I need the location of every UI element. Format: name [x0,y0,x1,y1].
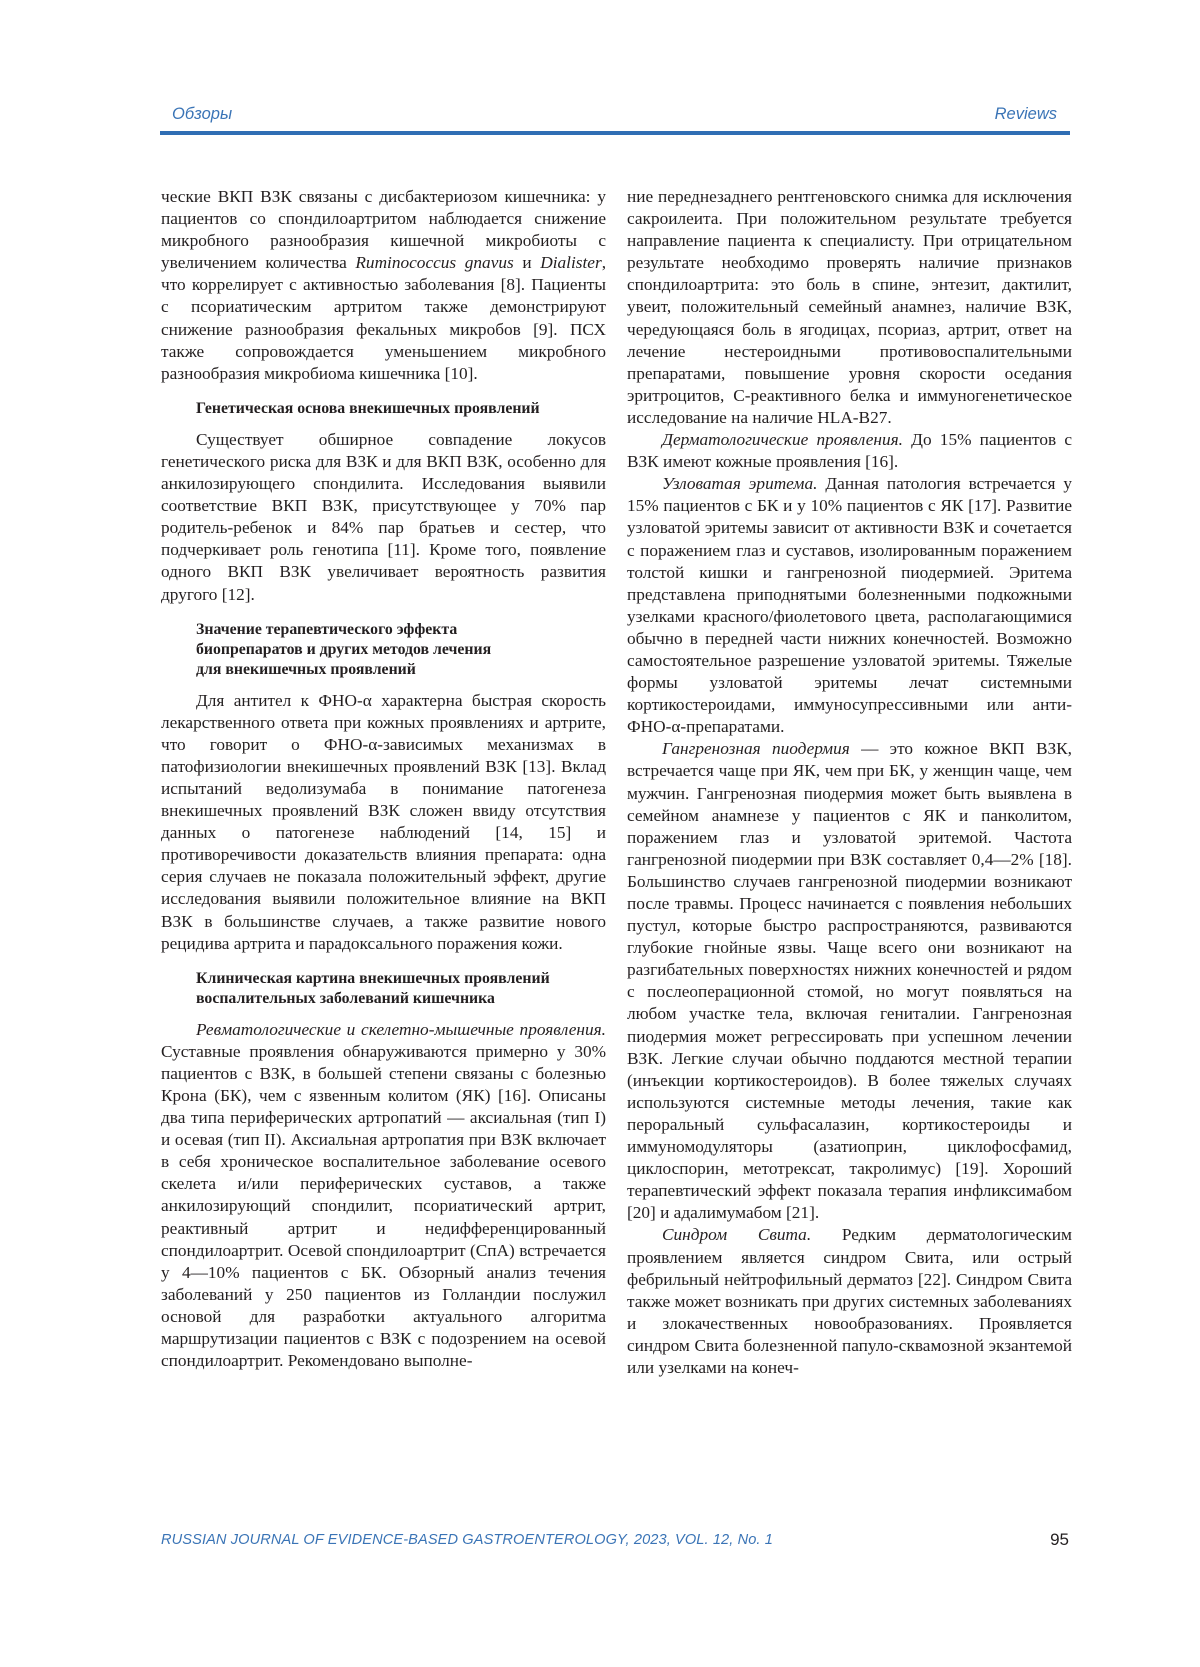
footer-journal-title: RUSSIAN JOURNAL OF EVIDENCE-BASED GASTROENTEROLOGY, 2023, VOL. 12, No. 1 [161,1532,773,1548]
paragraph-therapy: Для антител к ФНО-α характерна быстрая скорость лекарственного ответа при кожных проявлениях и артрите, что говорит о ФНО-α-зависимых механизмах в патофизиологии внекишечных проявлений ВЗК [13]. Вклад испытаний ведолизумаба в понимание патогенеза внекишечных проявлений ВЗК сложен ввиду отсутствия данных о патогенезе наблюдений [14, 15] и противоречивости доказательств влияния препарата: одна серия случаев не показала положительный эффект, другие исследования выявили положительное влияние на ВКП ВЗК в большинстве случаев, а также развитие нового рецидива артрита и парадоксального поражения кожи. [161,690,606,953]
paragraph-dermatologic: Дерматологические проявления. До 15% пациентов с ВЗК имеют кожные проявления [16]. [627,430,1073,472]
paragraph-xray: ние переднезаднего рентгеновского снимка для исключения сакроилеита. При положительном результате требуется направление пациента к специалисту. При отрицательном результате необходимо проверять наличие признаков спондилоартрита: это боль в спине, энтезит, дактилит, увеит, положительный семейный анамнез, наличие ВЗК, чередующаяся боль в ягодицах, псориаз, артрит, ответ на лечение нестероидными противовоспалительными препаратами, повышение уровня скорости оседания эритроцитов, С-реактивного белка и иммуногенетическое исследование на наличие HLA-B27. [627,187,1072,427]
heading-genetic-basis: Генетическая основа внекишечных проявлений [196,399,540,417]
paragraph-pyoderma: Гангренозная пиодермия — это кожное ВКП ВЗК, встречается чаще при ЯК, чем при БК, у женщин чаще, чем мужчин. Гангренозная пиодермия может быть выявлена в семейном анамнезе у пациентов с ЯК и панколитом, поражением глаз и узловатой эритемой. Частота гангренозной пиодермии при ВЗК составляет 0,4—2% [18]. Большинство случаев гангренозной пиодермии возникают после травмы. Процесс начинается с появления небольших пустул, которые быстро распространяются, развиваются глубокие гнойные язвы. Чаще всего они возникают на разгибательных поверхностях нижних конечностей и рядом с послеоперационной стомой, но могут появляться на любом участке тела, включая гениталии. Гангренозная пиодермия может регрессировать при успешном лечении ВЗК. Легкие случаи обычно поддаются местной терапии (инъекции кортикостероидов). В более тяжелых случаях используются системные методы лечения, такие как пероральный сульфасалазин, кортикостероиды и иммуномодуляторы (азатиоприн, циклофосфамид, циклоспорин, метотрексат, такролимус) [19]. Хороший терапевтический эффект показала терапия инфликсимабом [20] и адалимумабом [21]. [627,739,1072,1223]
heading-clinical-picture: Клиническая картина внекишечных проявлений воспалительных заболеваний кишечника [196,969,550,1007]
left-column [161,186,606,1372]
heading-therapy-effect: Значение терапевтического эффекта биопрепаратов и других методов лечения для внекишечных проявлений [196,620,492,678]
paragraph-microbiome: ческие ВКП ВЗК связаны с дисбактериозом кишечника: у пациентов со спондилоартритом наблюдается снижение микробного разнообразия кишечной микробиоты с увеличением количества Ruminococcus gnavus и Dialister, что коррелирует с активностью заболевания [8]. Пациенты с псориатическим артритом также демонстрируют снижение разнообразия фекальных микробов [9]. ПСХ также сопровождается уменьшением микробного разнообразия микробиома кишечника [10]. [161,187,607,383]
paragraph-sweet-syndrome: Синдром Свита. Редким дерматологическим проявлением является синдром Свита, или острый фебрильный нейтрофильный дерматоз [22]. Синдром Свита также может возникать при других системных заболеваниях и злокачественных новообразованиях. Проявляется синдром Свита болезненной папуло-сквамозной экзантемой или узелками на конеч- [627,1225,1072,1377]
running-header-section-ru: Обзоры [172,105,233,123]
paragraph-rheumatologic: Ревматологические и скелетно-мышечные проявления. Суставные проявления обнаруживаются примерно у 30% пациентов с ВЗК, в большей степени связаны с болезнью Крона (БК), чем с язвенным колитом (ЯК) [16]. Описаны два типа периферических артропатий — аксиальная (тип I) и осевая (тип II). Аксиальная артропатия при ВЗК включает в себя хроническое воспалительное заболевание осевого скелета и/или периферических суставов, а также анкилозирующий спондилит, псориатический артрит, реактивный артрит и недифференцированный спондилоартрит. Осевой спондилоартрит (СпА) встречается у 4—10% пациентов с БК. Обзорный анализ течения заболеваний у 250 пациентов из Голландии послужил основой для разработки актуального алгоритма маршрутизации пациентов с ВЗК с подозрением на осевой спондилоартрит. Рекомендовано выполне- [161,1019,606,1371]
right-column [627,186,1072,1379]
header-rule [160,131,1070,135]
paragraph-erythema-nodosum: Узловатая эритема. Данная патология встречается у 15% пациентов с БК и у 10% пациентов с ЯК [17]. Развитие узловатой эритемы зависит от активности ВЗК и сочетается с поражением глаз и суставов, изолированным поражением толстой кишки и гангренозной пиодермией. Эритема представлена приподнятыми болезненными подкожными узелками красного/фиолетового цвета, располагающимися обычно в передней части нижних конечностей. Возможно самостоятельное разрешение узловатой эритемы. Тяжелые формы узловатой эритемы лечат системными кортикостероидами, иммуносупрессивными или анти-ФНО-α-препаратами. [627,474,1072,737]
running-header-section-en: Reviews [994,105,1057,123]
paragraph-genetics: Существует обширное совпадение локусов генетического риска для ВЗК и для ВКП ВЗК, особенно для анкилозирующего спондилита. Исследования выявили соответствие ВКП ВЗК, присутствующее у 70% пар родитель-ребенок и 84% пар братьев и сестер, что подчеркивает роль генотипа [11]. Кроме того, появление одного ВКП ВЗК увеличивает вероятность развития другого [12]. [161,429,606,604]
page-number: 95 [1050,1530,1069,1549]
